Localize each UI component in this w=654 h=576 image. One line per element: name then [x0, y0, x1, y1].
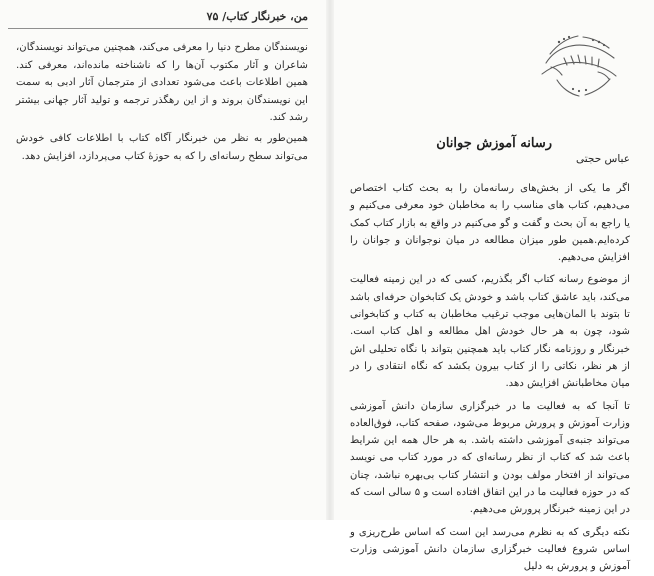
- left-paragraph-2: همین‌طور به نظر من خبرنگار آگاه کتاب با اطلاعات کافی خودش می‌تواند سطح رسانه‌ای را که به حوزهٔ کتاب می‌پردازد، افزایش دهد.: [16, 132, 308, 162]
- left-page: [0, 0, 330, 520]
- article-title: رسانه آموزش جوانان: [436, 136, 552, 151]
- calligraphy-logo: [528, 18, 628, 110]
- right-paragraph-3: تا آنجا که به فعالیت ما در خبرگزاری سازمان دانش آموزشی وزارت آموزش و پرورش مربوط می‌شود، صفحه کتاب، فوق‌العاده می‌تواند جنبه‌ی آموزشی داشته باشد. به هر حال همه این شرایط باعث شد که کتاب از نظر رسانه‌ای که در مورد کتاب می نویسد می‌تواند از افتخار مولف بودن و انتشار کتاب بی‌بهره نباشد، چنان که در حوزه فعالیت ما در این اتفاق افتاده است و ۵ سالی است که در این زمینه خبرنگار پرورش می‌دهیم.: [350, 400, 630, 516]
- right-paragraph-1: اگر ما یکی از بخش‌های رسانه‌مان را به بحث کتاب اختصاص می‌دهیم، کتاب های مناسب را به مخاطبان خود معرفی می‌کنیم و یا راجع به آن بحث و گفت و گو می‌کنیم در واقع به بازار کتاب کمک کرده‌ایم.همین طور میزان مطالعه در میان نوجوانان و جوانان را افزایش می‌دهیم.: [350, 183, 630, 264]
- right-paragraph-2: از موضوع رسانه کتاب اگر بگذریم، کسی که در این زمینه فعالیت می‌کند، باید عاشق کتاب باشد و خودش یک کتابخوان حرفه‌ای باشد تا بتوند با المان‌هایی موجب ترغیب مخاطبان به کتاب و کتابخوانی شود، چون به هر حال خودش اهل مطالعه و اهل کتاب است. خبرنگار و روزنامه نگار کتاب باید همچنین بتواند با نگاه تحلیلی اش از هر نظر، نکاتی را از کتاب بیرون بکشد که نگاه انتقادی را در میان مخاطبانش افزایش دهد.: [350, 274, 630, 390]
- header-rule: [8, 28, 308, 29]
- page-header: من، خبرنگار کتاب/ ۷۵: [206, 10, 308, 23]
- right-page: [330, 0, 654, 573]
- right-page-body: [350, 180, 630, 576]
- article-author: عباس حجتی: [576, 153, 630, 165]
- left-paragraph-1: نویسندگان مطرح دنیا را معرفی می‌کند، همچنین می‌تواند نویسندگان، شاعران و آثار مکتوب آن‌ها را که ناشناخته مانده‌اند، معرفی کند. همین اطلاعات باعث می‌شود تعدادی از مترجمان آثار ادبی به سمت این نویسندگان بروند و از این رهگذر ترجمه و تولید آثار جهانی بیشتر رشد کند.: [16, 42, 308, 124]
- left-page-body: [16, 39, 308, 165]
- right-paragraph-4: نکته دیگری که به نظرم می‌رسد این است که اساس طرح‌ریزی و اساس شروع فعالیت خبرگزاری سازمان دانش آموزشی وزارت آموزش و پرورش به دلیل: [350, 526, 630, 573]
